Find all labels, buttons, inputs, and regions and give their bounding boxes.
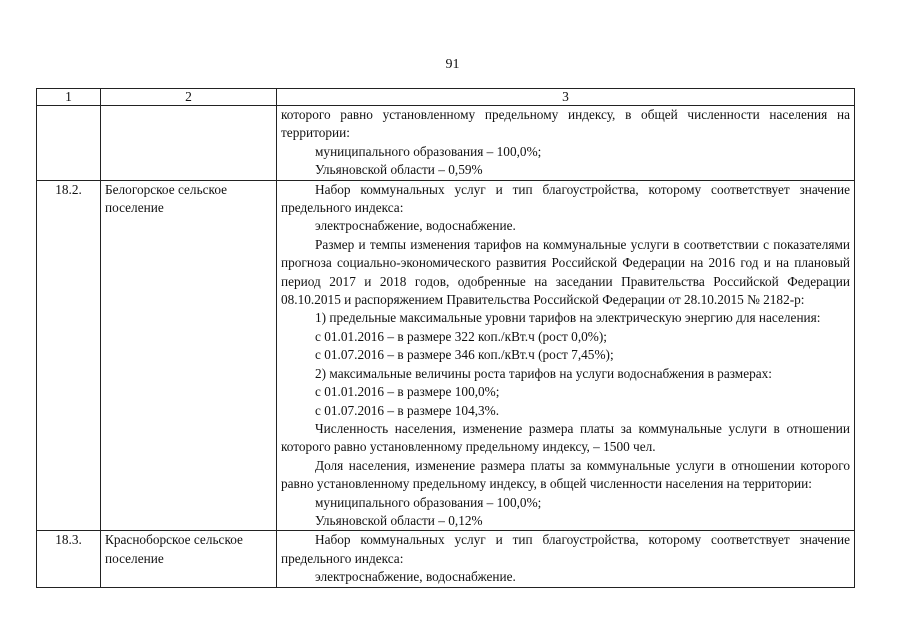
- text-line: Доля населения, изменение размера платы за коммунальные услуги в отношении которого равно установленному предельному индексу, в общей численности населения на территории:: [281, 457, 850, 492]
- row-number: 18.3.: [37, 531, 101, 587]
- header-col-2: 2: [101, 89, 277, 106]
- table-row: [37, 531, 855, 587]
- text-line: 1) предельные максимальные уровни тарифов на электрическую энергию для населения:: [315, 310, 821, 326]
- text-line: Размер и темпы изменения тарифов на коммунальные услуги в соответствии с показателями прогноза социально-экономического развития Российской Федерации на 2016 год и на плановый период 2017 и 2018 годов, одобренные на заседании Правительства Российской Федерации 08.10.2015 и распоряжением Правительства Российской Федерации от 28.10.2015 № 2182-р:: [281, 236, 850, 308]
- row-content: [277, 180, 855, 531]
- table-row: [37, 106, 855, 181]
- text-line: Набор коммунальных услуг и тип благоустройства, которому соответствует значение предельного индекса:: [281, 532, 850, 566]
- text-line: с 01.01.2016 – в размере 322 коп./кВт.ч (рост 0,0%);: [315, 328, 607, 344]
- text-line: Набор коммунальных услуг и тип благоустройства, которому соответствует значение предельного индекса:: [281, 181, 850, 216]
- row-content: [277, 531, 855, 587]
- text-line: которого равно установленному предельному индексу, в общей численности населения на территории:: [281, 107, 850, 141]
- settlement-name: Красноборское сельское поселение: [101, 531, 277, 587]
- row-content: [277, 106, 855, 181]
- text-line: электроснабжение, водоснабжение.: [315, 218, 516, 234]
- text-line: с 01.07.2016 – в размере 104,3%.: [315, 402, 500, 418]
- table-row: [37, 180, 855, 531]
- text-line: с 01.07.2016 – в размере 346 коп./кВт.ч (рост 7,45%);: [315, 347, 614, 363]
- header-col-3: 3: [277, 89, 855, 106]
- text-line: Ульяновской области – 0,59%: [315, 162, 483, 178]
- text-line: Численность населения, изменение размера платы за коммунальные услуги в отношении которого равно установленному предельному индексу, – 1500 чел.: [281, 420, 850, 455]
- text-line: электроснабжение, водоснабжение.: [315, 569, 516, 585]
- tariff-table: [36, 88, 855, 588]
- settlement-name: Белогорское сельское поселение: [101, 180, 277, 531]
- text-line: муниципального образования – 100,0%;: [315, 143, 542, 159]
- text-line: муниципального образования – 100,0%;: [315, 494, 542, 510]
- table-header-row: [37, 89, 855, 106]
- settlement-name: [101, 106, 277, 181]
- text-line: с 01.01.2016 – в размере 100,0%;: [315, 384, 500, 400]
- row-number: 18.2.: [37, 180, 101, 531]
- page-number: 91: [445, 57, 460, 72]
- text-line: Ульяновской области – 0,12%: [315, 512, 483, 528]
- text-line: 2) максимальные величины роста тарифов на услуги водоснабжения в размерах:: [315, 365, 772, 381]
- header-col-1: 1: [37, 89, 101, 106]
- row-number: [37, 106, 101, 181]
